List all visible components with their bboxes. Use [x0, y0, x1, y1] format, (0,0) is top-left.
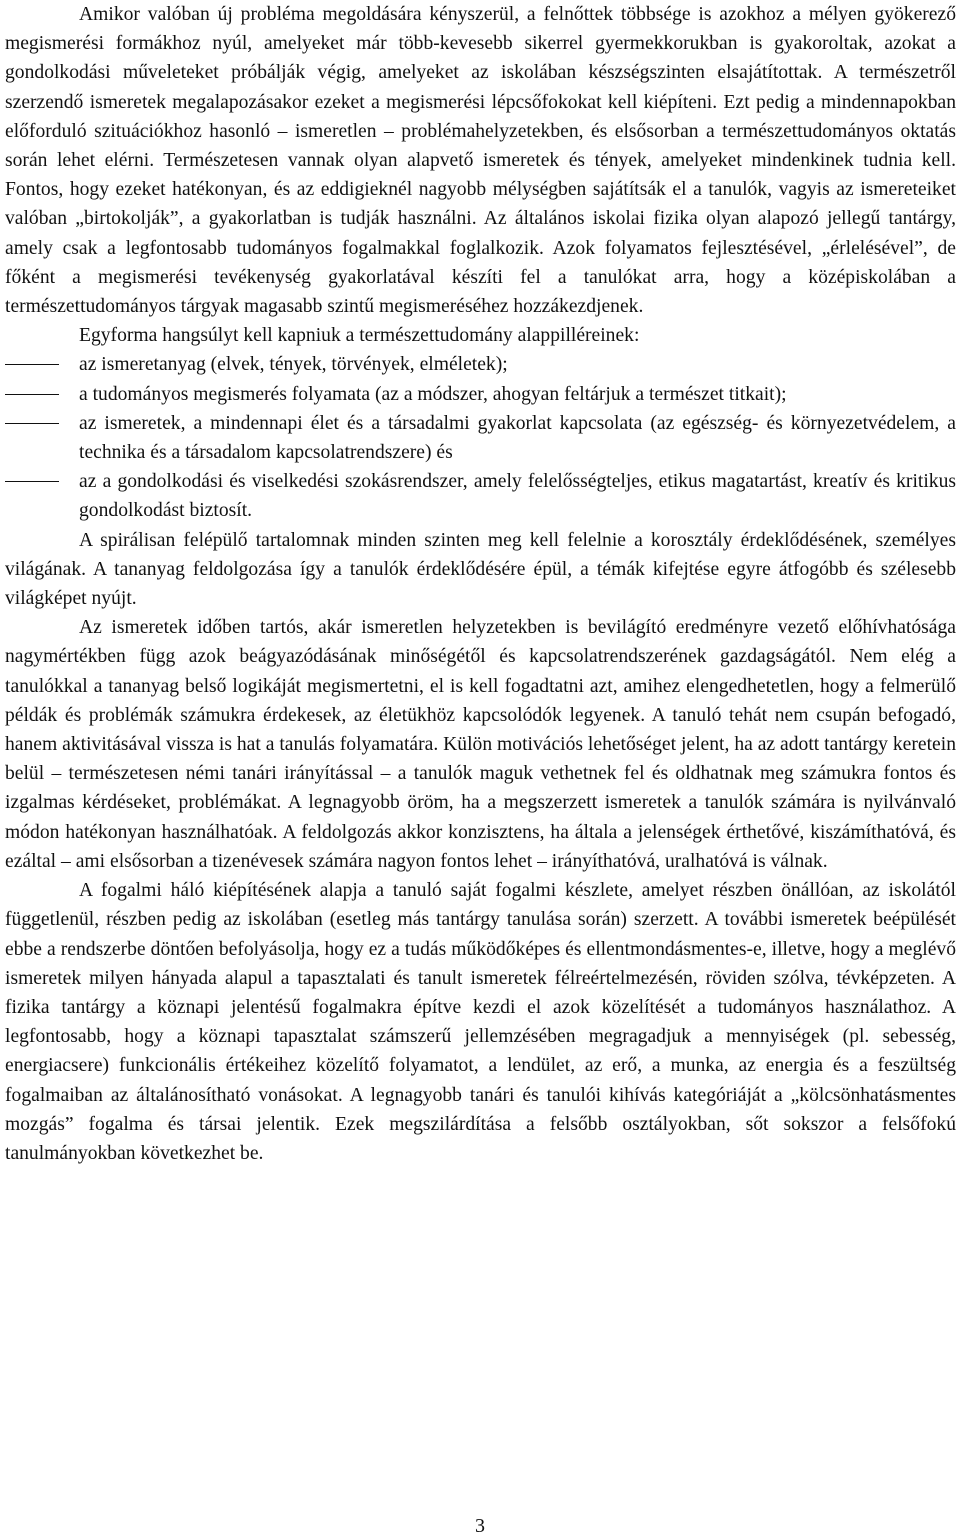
dash-bullet-icon [5, 481, 59, 482]
pillar-list [5, 350, 956, 525]
list-item [5, 409, 956, 467]
dash-bullet-icon [5, 394, 59, 395]
paragraph-5: A fogalmi háló kiépítésének alapja a tanuló saját fogalmi készlete, amelyet részben önállóan, az iskolától függetlenül, részben pedig az iskolában (esetleg más tantárgy tanulása során) szerzett. A további ismeretek beépülését ebbe a rendszerbe döntően befolyásolja, hogy ez a tudás működőképes és ellentmondásmentes-e, illetve, hogy a meglévő ismeretek milyen hányada alapul a tapasztalati és tanult ismeretek félreértelmezésén, röviden szólva, tévképzeten. A fizika tantárgy a köznapi jelentésű fogalmakra építve kezdi el azok közelítését a tudományos használathoz. A legfontosabb, hogy a köznapi tapasztalat számszerű jellemzésében megragadjuk a mennyiségek (pl. sebesség, energiacsere) funkcionális értékeihez közelítő folyamatot, a lendület, az erő, a munka, az energia és a feszültség fogalmaiban az általánosítható vonásokat. A legnagyobb tanári és tanulói kihívás kategóriáját a „kölcsönhatásmentes mozgás” fogalma és társai jelentik. Ezek megszilárdítása a felsőbb osztályokban, sőt sokszor a felsőfokú tanulmányokban következhet be. [5, 880, 956, 1164]
dash-bullet-icon [5, 364, 59, 365]
page-number: 3 [475, 1515, 485, 1537]
list-item-text: az ismeretek, a mindennapi élet és a társadalmi gyakorlat kapcsolata (az egészség- és környezetvédelem, a technika és a társadalom kapcsolatrendszere) és [79, 412, 956, 464]
list-item-text: az a gondolkodási és viselkedési szokásrendszer, amely felelősségteljes, etikus magatartást, kreatív és kritikus gondolkodást biztosít. [79, 471, 956, 522]
document-page [5, 0, 956, 1168]
list-item-text: a tudományos megismerés folyamata (az a módszer, ahogyan feltárjuk a természet titkait); [79, 383, 787, 405]
paragraph-2: Egyforma hangsúlyt kell kapniuk a természettudomány alappilléreinek: [79, 325, 640, 347]
paragraph-1: Amikor valóban új probléma megoldására kényszerül, a felnőttek többsége is azokhoz a mélyen gyökerező megismerési formákhoz nyúl, amelyeket már több-kevesebb sikerrel gyermekkorukban is gyakoroltak, azokat a gondolkodási műveleteket próbálják végig, amelyeket az iskolában készségszinten elsajátítottak. A természetről szerzendő ismeretek megalapozásakor ezeket a megismerési lépcsőfokokat kell kiépíteni. Ezt pedig a mindennapokban előforduló szituációkhoz hasonló – ismeretlen – problémahelyzetekben, és elsősorban a természettudományos oktatás során lehet elérni. Természetesen vannak olyan alapvető ismeretek és tények, amelyeket mindenkinek tudnia kell. Fontos, hogy ezeket hatékonyan, és az eddigieknél nagyobb mélységben sajátítsák el a tanulók, vagyis az ismereteiket valóban „birtokolják”, a gyakorlatban is tudják használni. Az általános iskolai fizika olyan alapozó jellegű tantárgy, amely csak a legfontosabb tudományos fogalmakkal foglalkozik. Azok folyamatos fejlesztésével, „érlelésével”, de főként a megismerési tevékenység gyakorlatával készíti fel a tanulókat arra, hogy a középiskolában a természettudományos tárgyak magasabb szintű megismeréséhez hozzákezdjenek. [5, 4, 956, 318]
list-item [5, 380, 956, 409]
list-item-text: az ismeretanyag (elvek, tények, törvények, elméletek); [79, 354, 508, 376]
list-item [5, 350, 956, 379]
dash-bullet-icon [5, 423, 59, 424]
paragraph-3: A spirálisan felépülő tartalomnak minden szinten meg kell felelnie a korosztály érdeklődésének, személyes világának. A tananyag feldolgozása így a tanulók érdeklődésére épül, a témák kifejtése egyre átfogóbb és szélesebb világképet nyújt. [5, 529, 956, 610]
paragraph-4: Az ismeretek időben tartós, akár ismeretlen helyzetekben is bevilágító eredményre vezető előhívhatósága nagymértékben függ azok beágyazódásának minőségétől és kapcsolatrendszerének gazdagságától. Nem elég a tanulókkal a tananyag belső logikáját megismertetni, el is kell fogadtatni azt, amihez elengedhetetlen, hogy a felmerülő példák és problémák számukra érdekesek, az életükhöz kapcsolódók legyenek. A tanuló tehát nem csupán befogadó, hanem aktivitásával vissza is hat a tanulás folyamatára. Külön motivációs lehetőséget jelent, ha az adott tantárgy keretein belül – természetesen némi tanári irányítással – a tanulók maguk vethetnek fel és oldhatnak meg számukra fontos és izgalmas kérdéseket, problémákat. A legnagyobb öröm, ha a megszerzett ismeretek a tanulók számára is nyilvánvaló módon hatékonyan használhatóak. A feldolgozás akkor konzisztens, ha általa a jelenségek érthetővé, kiszámíthatóvá, és ezáltal – ami elsősorban a tizenévesek számára nagyon fontos lehet – irányíthatóvá, uralhatóvá is válnak. [5, 617, 956, 872]
list-item [5, 467, 956, 525]
